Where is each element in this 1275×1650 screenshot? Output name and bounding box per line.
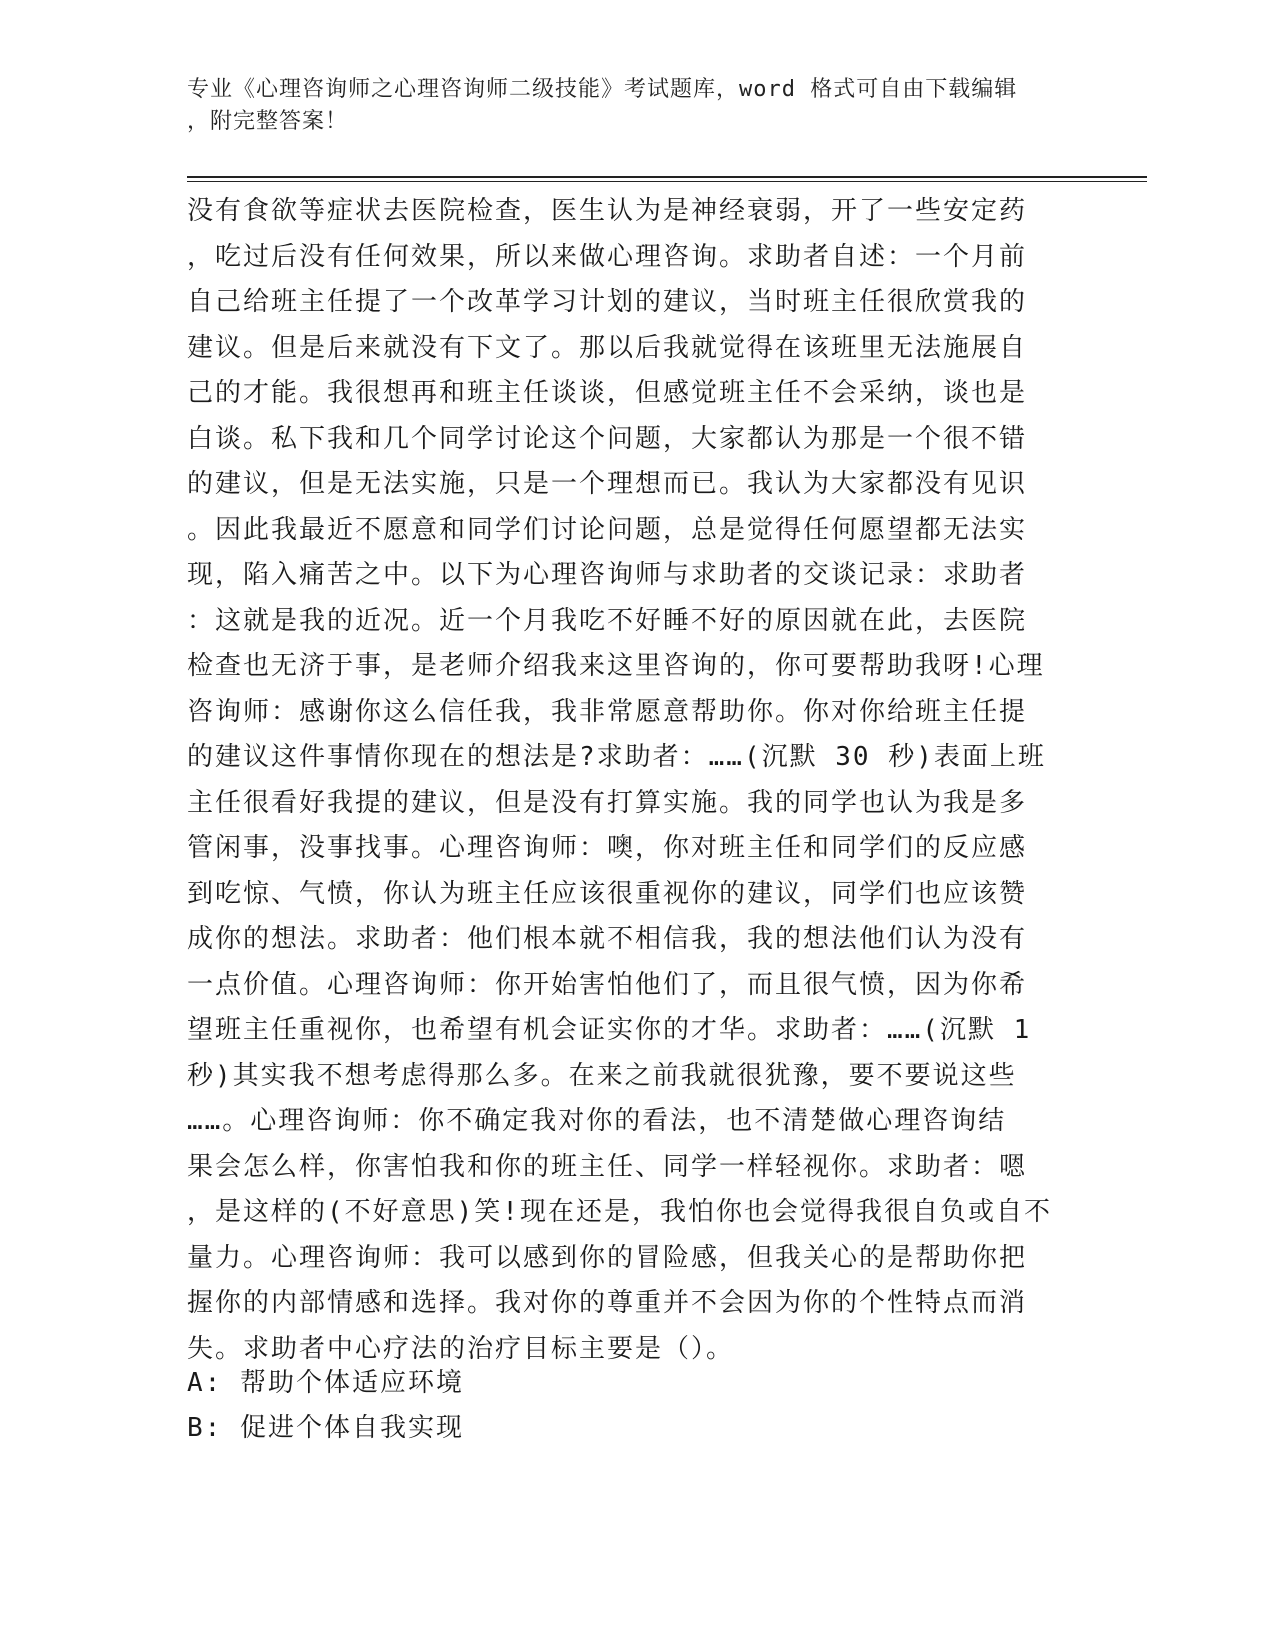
question-line: ：这就是我的近况。近一个月我吃不好睡不好的原因就在此，去医院 bbox=[187, 605, 1028, 636]
option-a: A: 帮助个体适应环境 bbox=[187, 1368, 464, 1398]
question-line: 到吃惊、气愤，你认为班主任应该很重视你的建议，同学们也应该赞 bbox=[187, 878, 1028, 909]
answer-options bbox=[187, 1361, 464, 1451]
question-line: 自己给班主任提了一个改革学习计划的建议，当时班主任很欣赏我的 bbox=[187, 287, 1028, 317]
header-divider-thick bbox=[187, 176, 1147, 178]
header-divider-thin bbox=[187, 181, 1147, 182]
question-line: 主任很看好我提的建议，但是没有打算实施。我的同学也认为我是多 bbox=[187, 787, 1028, 818]
question-line: 己的才能。我很想再和班主任谈谈，但感觉班主任不会采纳，谈也是 bbox=[187, 378, 1028, 408]
question-line: 失。求助者中心疗法的治疗目标主要是（）。 bbox=[187, 1333, 735, 1364]
question-line: 一点价值。心理咨询师：你开始害怕他们了，而且很气愤，因为你希 bbox=[187, 969, 1028, 1000]
question-line: 秒)其实我不想考虑得那么多。在来之前我就很犹豫，要不要说这些 bbox=[187, 1060, 1017, 1091]
question-line: 没有食欲等症状去医院检查，医生认为是神经衰弱，开了一些安定药 bbox=[187, 196, 1028, 226]
document-header bbox=[187, 74, 1067, 138]
question-line: 咨询师：感谢你这么信任我，我非常愿意帮助你。你对你给班主任提 bbox=[187, 696, 1028, 727]
question-line: 管闲事，没事找事。心理咨询师：噢，你对班主任和同学们的反应感 bbox=[187, 833, 1028, 863]
header-line-1: 专业《心理咨询师之心理咨询师二级技能》考试题库，word 格式可自由下载编辑 bbox=[187, 77, 1018, 102]
question-stem bbox=[187, 189, 1067, 1372]
question-line: 成你的想法。求助者：他们根本就不相信我，我的想法他们认为没有 bbox=[187, 924, 1028, 954]
question-line: 现，陷入痛苦之中。以下为心理咨询师与求助者的交谈记录：求助者 bbox=[187, 560, 1028, 590]
question-line: ，吃过后没有任何效果，所以来做心理咨询。求助者自述：一个月前 bbox=[187, 241, 1028, 272]
question-line: 量力。心理咨询师：我可以感到你的冒险感，但我关心的是帮助你把 bbox=[187, 1242, 1028, 1273]
question-line: 握你的内部情感和选择。我对你的尊重并不会因为你的个性特点而消 bbox=[187, 1288, 1028, 1318]
question-line: 。因此我最近不愿意和同学们讨论问题，总是觉得任何愿望都无法实 bbox=[187, 514, 1028, 545]
question-line: ，是这样的(不好意思)笑!现在还是，我怕你也会觉得我很自负或自不 bbox=[187, 1197, 1052, 1227]
question-line: 的建议，但是无法实施，只是一个理想而已。我认为大家都没有见识 bbox=[187, 469, 1028, 499]
option-b: B: 促进个体自我实现 bbox=[187, 1413, 464, 1443]
question-line: 建议。但是后来就没有下文了。那以后我就觉得在该班里无法施展自 bbox=[187, 332, 1028, 363]
question-line: 望班主任重视你，也希望有机会证实你的才华。求助者：……(沉默 1 bbox=[187, 1015, 1032, 1045]
header-line-2: ，附完整答案！ bbox=[187, 109, 349, 134]
question-line: 的建议这件事情你现在的想法是?求助者：……(沉默 30 秒)表面上班 bbox=[187, 742, 1046, 772]
question-line: 白谈。私下我和几个同学讨论这个问题，大家都认为那是一个很不错 bbox=[187, 423, 1028, 454]
question-line: ……。心理咨询师：你不确定我对你的看法，也不清楚做心理咨询结 bbox=[187, 1106, 1007, 1136]
question-line: 检查也无济于事，是老师介绍我来这里咨询的，你可要帮助我呀!心理 bbox=[187, 651, 1045, 681]
question-line: 果会怎么样，你害怕我和你的班主任、同学一样轻视你。求助者：嗯 bbox=[187, 1151, 1028, 1182]
